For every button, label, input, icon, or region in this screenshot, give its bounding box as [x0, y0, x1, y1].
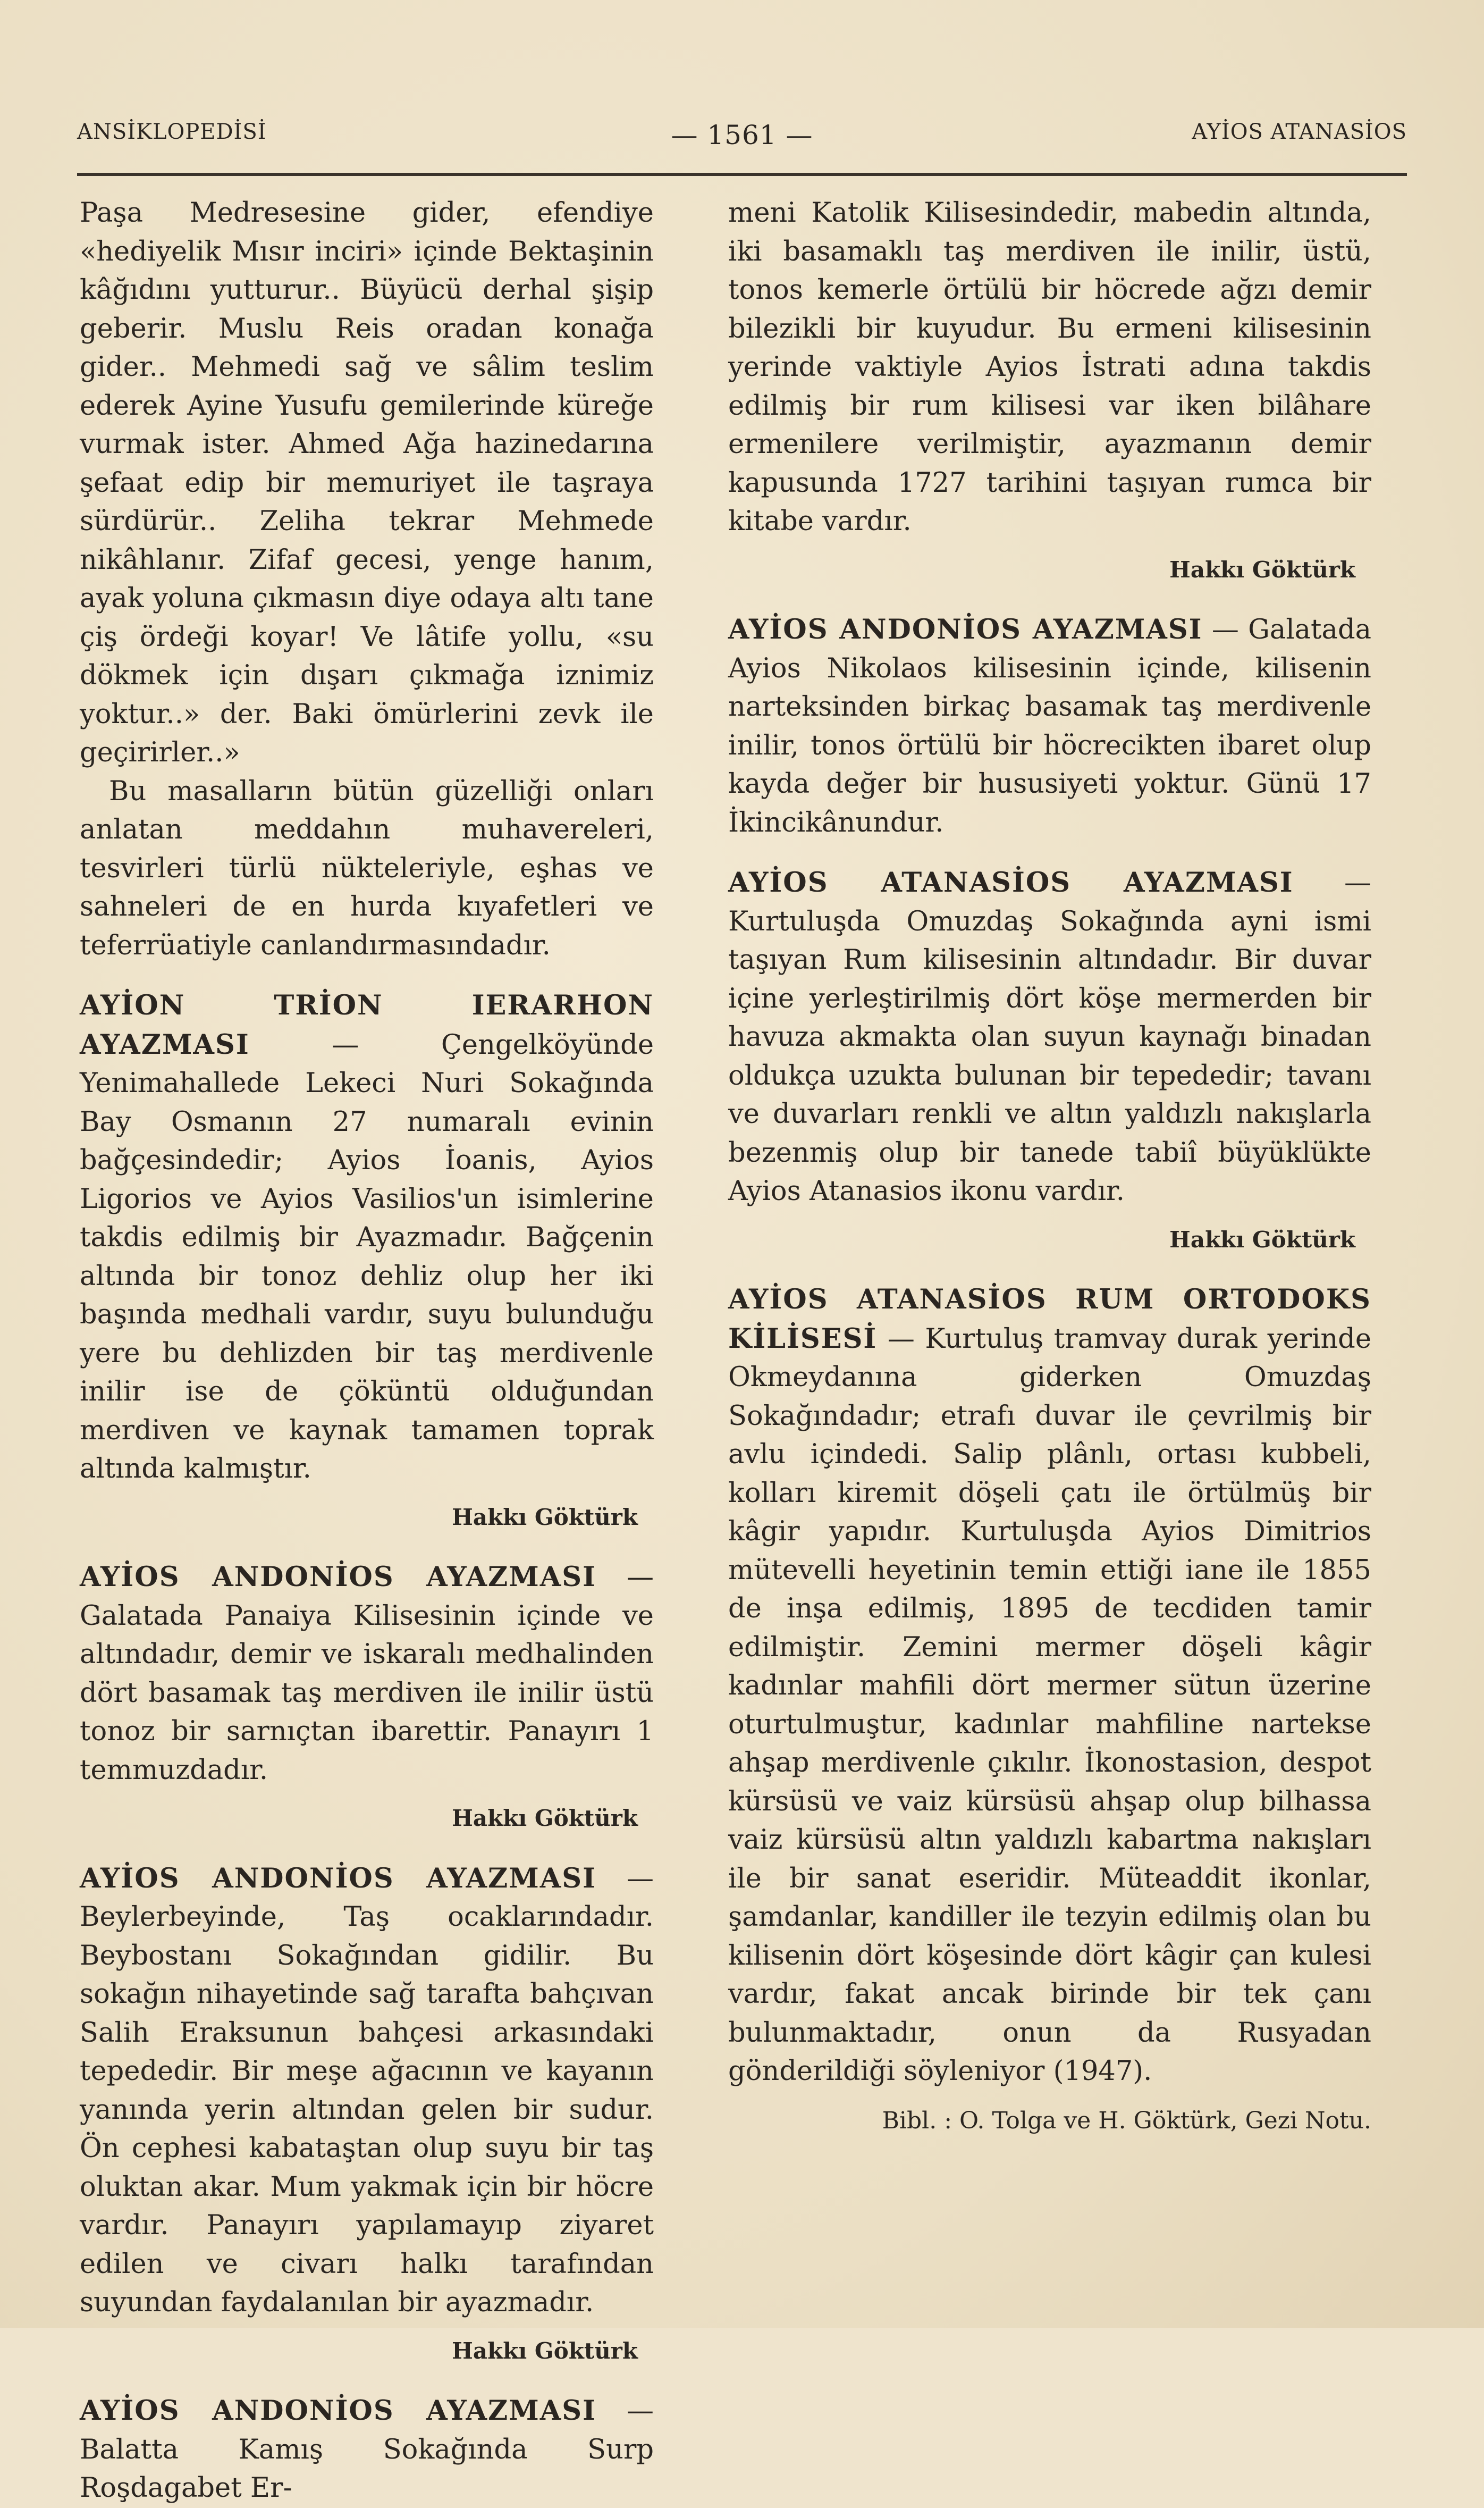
page-number: — 1561 — [671, 120, 813, 150]
header-rule [77, 173, 1407, 176]
entry-signature: Hakkı Göktürk [452, 2337, 638, 2364]
header-left: ANSİKLOPEDİSİ [77, 120, 267, 144]
page-header [77, 120, 1407, 167]
entry [80, 1558, 654, 1838]
entry [80, 986, 654, 1537]
entry-text: — Kurtuluş tramvay durak yerinde Okmeydanına giderken Omuzdaş Sokağındadır; etrafı duvar ile çevrilmiş bir avlu içindedi. Salip plânlı, ortası kubbeli, kolları kiremit döşeli çatı ile örtülmüş bir kâgir yapıdır. Kurtuluşda Ayios Dimitrios mütevelli heyetinin temin ettiği iane ile 1855 de inşa edilmiş, 1895 de tecdiden tamir edilmiştir. Zemini mermer döşeli kâgir kadınlar mahfili dört mermer sütun üzerine oturtulmuştur, kadınlar mahfiline nartekse ahşap merdivenle çıkılır. İkonostasion, despot kürsüsü ve vaiz kürsüsü ahşap olup bilhassa vaiz kürsüsü altın yaldızlı kabartma nakışları ile bir sanat eseridir. Müteaddit ikonlar, şamdanlar, kandiller ile tezyin edilmiş olan bu kilisenin dört köşesinde dört kâgir çan kulesi vardır, fakat ancak birinde bir tek çanı bulunmaktadır, onun da Rusyadan gönderildiği söyleniyor (1947). [728, 1323, 1371, 2087]
continuation-paragraph: meni Katolik Kilisesindedir, mabedin altında, iki basamaklı taş merdiven ile inilir, üstü, tonos kemerle örtülü bir höcrede ağzı demir bilezikli bir kuyudur. Bu ermeni kilisesinin yerinde vaktiyle Ayios İstrati adına takdis edilmiş bir rum kilisesi var iken bilâhare ermenilere verilmiştir, ayazmanın demir kapusunda 1727 tarihini taşıyan rumca bir kitabe vardır. [728, 197, 1371, 537]
left-column [80, 194, 654, 2508]
entry [80, 1859, 654, 2371]
entry-text: — Galatada Panaiya Kilisesinin içinde ve altındadır, demir ve iskaralı medhalinden dört basamak taş merdiven ile inilir üstü tonoz bir sarnıçtan ibarettir. Panayırı 1 temmuzdadır. [80, 1562, 654, 1786]
entry [80, 2392, 654, 2508]
entry-text: — Kurtuluşda Omuzdaş Sokağında ayni ismi taşıyan Rum kilisesinin altındadır. Bir duvar içine yerleştirilmiş dört köşe mermerden bir havuza akmakta olan suyun kaynağı binadan oldukça uzukta bulunan bir tepededir; tavanı ve duvarları renkli ve altın yaldızlı nakışlarla bezenmiş olup bir tanede tabiî büyüklükte Ayios Atanasios ikonu vardır. [728, 867, 1371, 1207]
entry-title: AYİOS ATANASİOS AYAZMASI [728, 867, 1294, 899]
entry-signature: Hakkı Göktürk [1169, 556, 1355, 583]
entry-text: — Galatada Ayios Nikolaos kilisesinin içinde, kilisenin narteksinden birkaç basamak taş merdivenle inilir, tonos örtülü bir höcrecikten ibaret olup kayda değer bir hususiyeti yoktur. Günü 17 İkincikânundur. [728, 614, 1371, 838]
entry [728, 863, 1371, 1259]
intro-paragraph: Paşa Medresesine gider, efendiye «hediyelik Mısır inciri» içinde Bektaşinin kâğıdını yutturur.. Büyücü derhal şişip geberir. Muslu Reis oradan konağa gider.. Mehmedi sağ ve sâlim teslim ederek Ayine Yusufu gemilerinde küreğe vurmak ister. Ahmed Ağa hazinedarına şefaat edip bir memuriyet ile taşraya sürdürür.. Zeliha tekrar Mehmede nikâhlanır. Zifaf gecesi, yenge hanım, ayak yoluna çıkmasın diye odaya altı tane çiş ördeği koyar! Ve lâtife yollu, «su dökmek için dışarı çıkmağa iznimiz yoktur..» der. Baki ömürlerini zevk ile geçirirler..» [80, 197, 654, 768]
entry [728, 610, 1371, 842]
entry-signature: Hakkı Göktürk [452, 1504, 638, 1530]
closing-paragraph: Bu masalların bütün güzelliği onları anlatan meddahın muhavereleri, tesvirleri türlü nükteleriyle, eşhas ve sahneleri de en hurda kıyafetleri ve teferrüatiyle canlandırmasındadır. [80, 775, 654, 961]
entry-title: AYİOS ANDONİOS AYAZMASI [80, 1561, 596, 1593]
entry-signature: Hakkı Göktürk [452, 1805, 638, 1831]
bibliography: Bibl. : O. Tolga ve H. Göktürk, Gezi Notu. [882, 2107, 1371, 2134]
entry-text: — Beylerbeyinde, Taş ocaklarındadır. Beybostanı Sokağından gidilir. Bu sokağın nihayetinde sağ tarafta bahçıvan Salih Eraksunun bahçesi arkasındaki tepededir. Bir meşe ağacının ve kayanın yanında yerin altından gelen bir sudur. Ön cephesi kabataştan olup suyu bir taş oluktan akar. Mum yakmak için bir höcre vardır. Panayırı yapılamayıp ziyaret edilen ve civarı halkı tarafından suyundan faydalanılan bir ayazmadır. [80, 1863, 654, 2318]
entry-signature: Hakkı Göktürk [1169, 1226, 1355, 1253]
entry-text: — Balatta Kamış Sokağında Surp Roşdagabet Er- [80, 2395, 654, 2504]
entry-title: AYİOS ANDONİOS AYAZMASI [80, 2395, 596, 2427]
entry-title: AYİOS ANDONİOS AYAZMASI [80, 1862, 596, 1894]
entry [728, 1280, 1371, 2091]
entry-title: AYİOS ANDONİOS AYAZMASI [728, 614, 1203, 645]
entry-text: — Çengelköyünde Yenimahallede Lekeci Nuri Sokağında Bay Osmanın 27 numaralı evinin bağçesindedir; Ayios İoanis, Ayios Ligorios ve Ayios Vasilios'un isimlerine takdis edilmiş bir Ayazmadır. Bağçenin altında bir tonoz dehliz olup her iki başında medhali vardır, suyu bulunduğu yere bu dehlizden bir taş merdivenle inilir ise de çöküntü olduğundan merdiven ve kaynak tamamen toprak altında kalmıştır. [80, 1029, 654, 1484]
entry-title: AYİOS ATANASİOS RUM ORTODOKS KİLİSESİ [728, 1284, 1371, 1355]
right-column [728, 194, 1371, 2140]
header-right: AYİOS ATANASİOS [1192, 120, 1407, 144]
entry-title: AYİON TRİON IERARHON AYAZMASI [80, 989, 654, 1061]
